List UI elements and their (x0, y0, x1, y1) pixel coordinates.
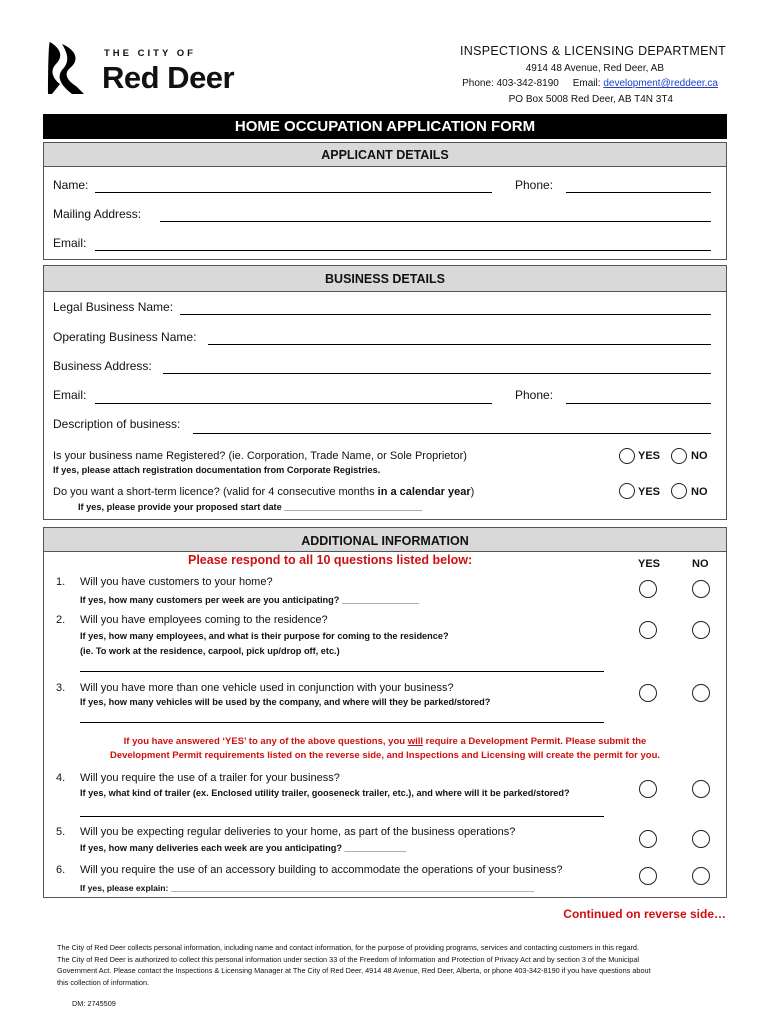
q6-no-radio[interactable] (692, 867, 710, 885)
registered-no-radio[interactable] (671, 448, 687, 464)
applicant-email-label: Email: (53, 236, 87, 250)
q6-number: 6. (56, 864, 66, 876)
q6-yes-radio[interactable] (639, 867, 657, 885)
instruction-text: Please respond to all 10 questions listed below: (188, 553, 473, 567)
q4-subtext: If yes, what kind of trailer (ex. Enclosed utility trailer, gooseneck trailer, etc.), and where will it be parked/stored? (80, 788, 570, 798)
q4-answer-line[interactable] (80, 816, 604, 817)
email-label: Email: (572, 78, 601, 89)
q4-no-radio[interactable] (692, 780, 710, 798)
q6-text: Will you require the use of an accessory building to accommodate the operations of your business? (80, 864, 563, 876)
q2-answer-line[interactable] (80, 671, 604, 672)
applicant-phone-label: Phone: (515, 178, 554, 192)
q2-number: 2. (56, 614, 66, 626)
q4-number: 4. (56, 772, 66, 784)
privacy-line3: Government Act. Please contact the Inspections & Licensing Manager at The City of Red Deer, 4914 48 Avenue, Red Deer, Alberta, or phone 403-342-8190 if you have questions about (57, 966, 651, 975)
short-term-text-a: Do you want a short-term licence? (valid for 4 consecutive months (53, 486, 378, 498)
q3-answer-line[interactable] (80, 722, 604, 723)
legal-name-field[interactable] (180, 314, 711, 315)
department-contact (462, 78, 718, 89)
notice-text-b: will (407, 736, 423, 747)
red-deer-logo-icon (46, 40, 86, 96)
name-label: Name: (53, 178, 89, 192)
registered-yes-label: YES (638, 450, 661, 462)
registered-question: Is your business name Registered? (ie. Corporation, Trade Name, or Sole Proprietor) (53, 450, 467, 462)
registered-subtext: If yes, please attach registration documentation from Corporate Registries. (53, 465, 381, 475)
po-box: PO Box 5008 Red Deer, AB T4N 3T4 (508, 94, 673, 105)
applicant-phone-field[interactable] (566, 192, 711, 193)
email-link[interactable]: development@reddeer.ca (603, 78, 718, 89)
q3-yes-radio[interactable] (639, 684, 657, 702)
applicant-section (43, 142, 727, 260)
business-phone-label: Phone: (515, 388, 554, 402)
permit-notice-line2: Development Permit requirements listed on the reverse side, and Inspections and Licensing will create the permit for you. (109, 750, 661, 761)
city-logo (46, 40, 256, 98)
mailing-address-field[interactable] (160, 221, 711, 222)
permit-notice (60, 735, 710, 763)
applicant-email-field[interactable] (95, 250, 711, 251)
privacy-line2: The City of Red Deer is authorized to collect this personal information under section 33 of the Freedom of Information and Protection of Privacy Act and by section 3 of the Municipal (57, 954, 640, 964)
applicant-heading: APPLICANT DETAILS (44, 143, 726, 167)
short-term-yes-label: YES (638, 486, 661, 498)
notice-text-c: require a Development Permit. Please submit the (423, 736, 647, 747)
additional-heading: ADDITIONAL INFORMATION (44, 528, 726, 552)
q5-number: 5. (56, 826, 66, 838)
q2-yes-radio[interactable] (639, 621, 657, 639)
q3-number: 3. (56, 682, 66, 694)
q3-subtext: If yes, how many vehicles will be used by the company, and where will they be parked/stored? (80, 697, 491, 707)
q5-text: Will you be expecting regular deliveries to your home, as part of the business operations? (80, 826, 516, 838)
q4-text: Will you require the use of a trailer for your business? (80, 772, 340, 784)
col-yes-label: YES (638, 558, 661, 570)
privacy-statement (57, 942, 717, 988)
privacy-line4: this collection of information. (57, 977, 150, 987)
form-title: HOME OCCUPATION APPLICATION FORM (43, 114, 727, 139)
col-no-label: NO (692, 558, 709, 570)
q1-no-radio[interactable] (692, 580, 710, 598)
q5-no-radio[interactable] (692, 830, 710, 848)
phone-label: Phone: 403-342-8190 (462, 78, 559, 89)
department-address: 4914 48 Avenue, Red Deer, AB (525, 63, 664, 74)
q1-number: 1. (56, 576, 66, 588)
description-label: Description of business: (53, 417, 181, 431)
operating-name-field[interactable] (208, 344, 711, 345)
business-email-field[interactable] (95, 403, 492, 404)
q4-yes-radio[interactable] (639, 780, 657, 798)
operating-name-label: Operating Business Name: (53, 330, 197, 344)
q3-no-radio[interactable] (692, 684, 710, 702)
short-term-text-c: ) (470, 486, 475, 498)
business-address-field[interactable] (163, 373, 711, 374)
short-term-text-b: in a calendar year (377, 486, 471, 498)
continued-note: Continued on reverse side… (563, 907, 726, 921)
short-term-no-radio[interactable] (671, 483, 687, 499)
short-term-no-label: NO (691, 486, 708, 498)
q2-subtext: If yes, how many employees, and what is their purpose for coming to the residence? (80, 631, 449, 641)
business-heading: BUSINESS DETAILS (44, 266, 726, 292)
privacy-line1: The City of Red Deer collects personal information, including name and contact information, for the purpose of providing programs, services and contacting customers in this regard. (57, 943, 640, 952)
registered-no-label: NO (691, 450, 708, 462)
mailing-address-label: Mailing Address: (53, 207, 142, 221)
name-field[interactable] (95, 192, 492, 193)
q5-subtext: If yes, how many deliveries each week are you anticipating? ____________ (80, 843, 406, 853)
short-term-yes-radio[interactable] (619, 483, 635, 499)
logo-line1: THE CITY OF (104, 48, 196, 59)
logo-line2: Red Deer (102, 60, 235, 95)
document-id: DM: 2745509 (72, 999, 116, 1008)
q2-subtext-2: (ie. To work at the residence, carpool, pick up/drop off, etc.) (80, 646, 340, 656)
legal-name-label: Legal Business Name: (53, 300, 174, 314)
short-term-subtext: If yes, please provide your proposed start date ___________________________ (78, 502, 423, 512)
q1-subtext: If yes, how many customers per week are you anticipating? _______________ (80, 595, 419, 605)
notice-text-a: If you have answered ‘YES’ to any of the above questions, you (123, 736, 408, 747)
q5-yes-radio[interactable] (639, 830, 657, 848)
department-name: INSPECTIONS & LICENSING DEPARTMENT (460, 44, 727, 58)
short-term-question (53, 486, 474, 498)
q6-subtext: If yes, please explain: ____________________________________________________________________________ (80, 883, 534, 893)
q2-no-radio[interactable] (692, 621, 710, 639)
business-address-label: Business Address: (53, 359, 152, 373)
q1-yes-radio[interactable] (639, 580, 657, 598)
permit-notice-line1 (60, 735, 710, 749)
business-phone-field[interactable] (566, 403, 711, 404)
description-field[interactable] (193, 433, 711, 434)
registered-yes-radio[interactable] (619, 448, 635, 464)
q3-text: Will you have more than one vehicle used in conjunction with your business? (80, 682, 454, 694)
q1-text: Will you have customers to your home? (80, 576, 273, 588)
q2-text: Will you have employees coming to the residence? (80, 614, 328, 626)
business-email-label: Email: (53, 388, 87, 402)
